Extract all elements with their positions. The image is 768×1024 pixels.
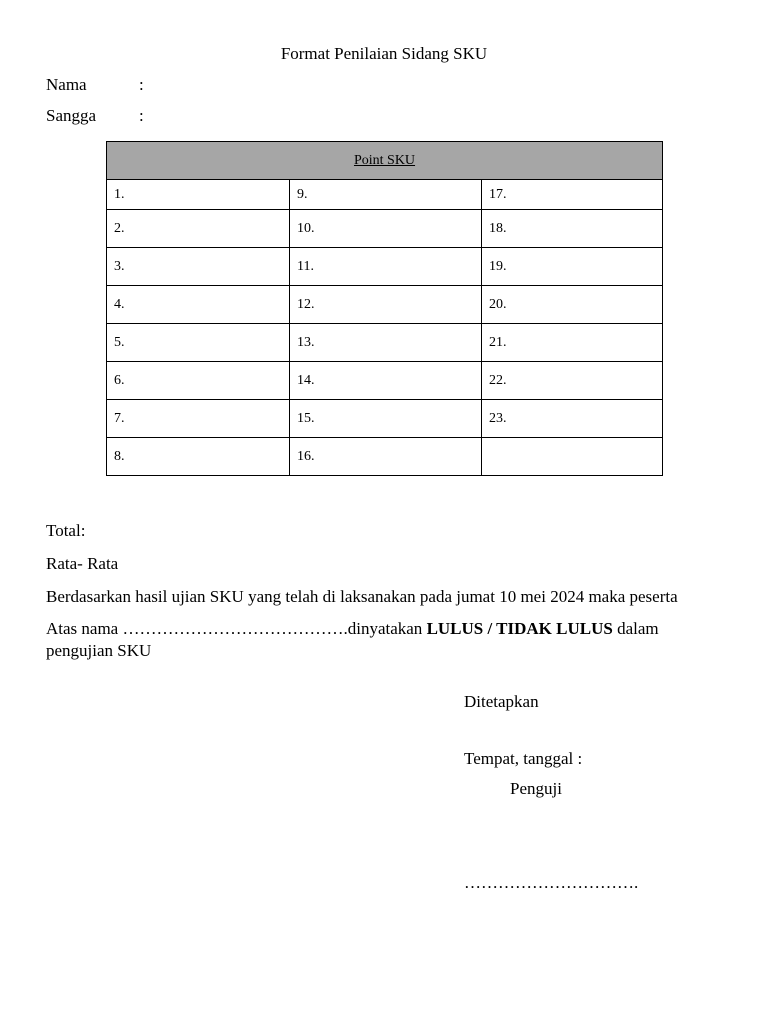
table-cell: 20. — [482, 286, 663, 324]
table-cell: 7. — [107, 400, 290, 438]
table-cell: 4. — [107, 286, 290, 324]
signature-line: …………………………. — [464, 873, 639, 892]
result-paragraph — [46, 618, 726, 662]
table-row — [107, 324, 663, 362]
table-row — [107, 400, 663, 438]
table-cell: 10. — [290, 210, 482, 248]
table-row — [107, 362, 663, 400]
table-row — [107, 286, 663, 324]
result-options: LULUS / TIDAK LULUS — [426, 619, 613, 638]
table-row — [107, 248, 663, 286]
table-cell: 3. — [107, 248, 290, 286]
examiner-label: Penguji — [510, 779, 562, 798]
table-row — [107, 180, 663, 210]
place-date-label: Tempat, tanggal : — [464, 749, 583, 768]
decided-label: Ditetapkan — [464, 692, 539, 711]
table-cell: 2. — [107, 210, 290, 248]
table-cell: 19. — [482, 248, 663, 286]
table-cell: 13. — [290, 324, 482, 362]
table-cell: 6. — [107, 362, 290, 400]
table-row — [107, 438, 663, 476]
field-sangga-colon: : — [139, 106, 144, 125]
point-sku-table — [106, 141, 663, 476]
table-header-row — [107, 142, 663, 180]
table-cell: 1. — [107, 180, 290, 210]
field-nama-colon: : — [139, 75, 144, 94]
result-prefix: Atas nama ………………………………….dinyatakan — [46, 619, 427, 638]
table-cell: 18. — [482, 210, 663, 248]
table-cell: 22. — [482, 362, 663, 400]
table-cell: 17. — [482, 180, 663, 210]
average-label: Rata- Rata — [46, 554, 119, 573]
result-suffix: dalam pengujian SKU — [46, 619, 659, 660]
table-cell: 15. — [290, 400, 482, 438]
table-cell: 9. — [290, 180, 482, 210]
table-cell: 23. — [482, 400, 663, 438]
table-cell: 12. — [290, 286, 482, 324]
table-cell: 16. — [290, 438, 482, 476]
table-cell: 8. — [107, 438, 290, 476]
field-nama-label: Nama — [46, 75, 87, 94]
table-header-point-sku: Point SKU — [107, 142, 663, 180]
document-title: Format Penilaian Sidang SKU — [280, 44, 488, 63]
table-cell: 11. — [290, 248, 482, 286]
table-cell: 14. — [290, 362, 482, 400]
table-cell: 5. — [107, 324, 290, 362]
table-body — [107, 180, 663, 476]
table-cell — [482, 438, 663, 476]
table-row — [107, 210, 663, 248]
field-sangga-label: Sangga — [46, 106, 97, 125]
table-cell: 21. — [482, 324, 663, 362]
total-label: Total: — [46, 521, 86, 540]
statement-text: Berdasarkan hasil ujian SKU yang telah di laksanakan pada jumat 10 mei 2024 maka peserta — [46, 587, 678, 606]
